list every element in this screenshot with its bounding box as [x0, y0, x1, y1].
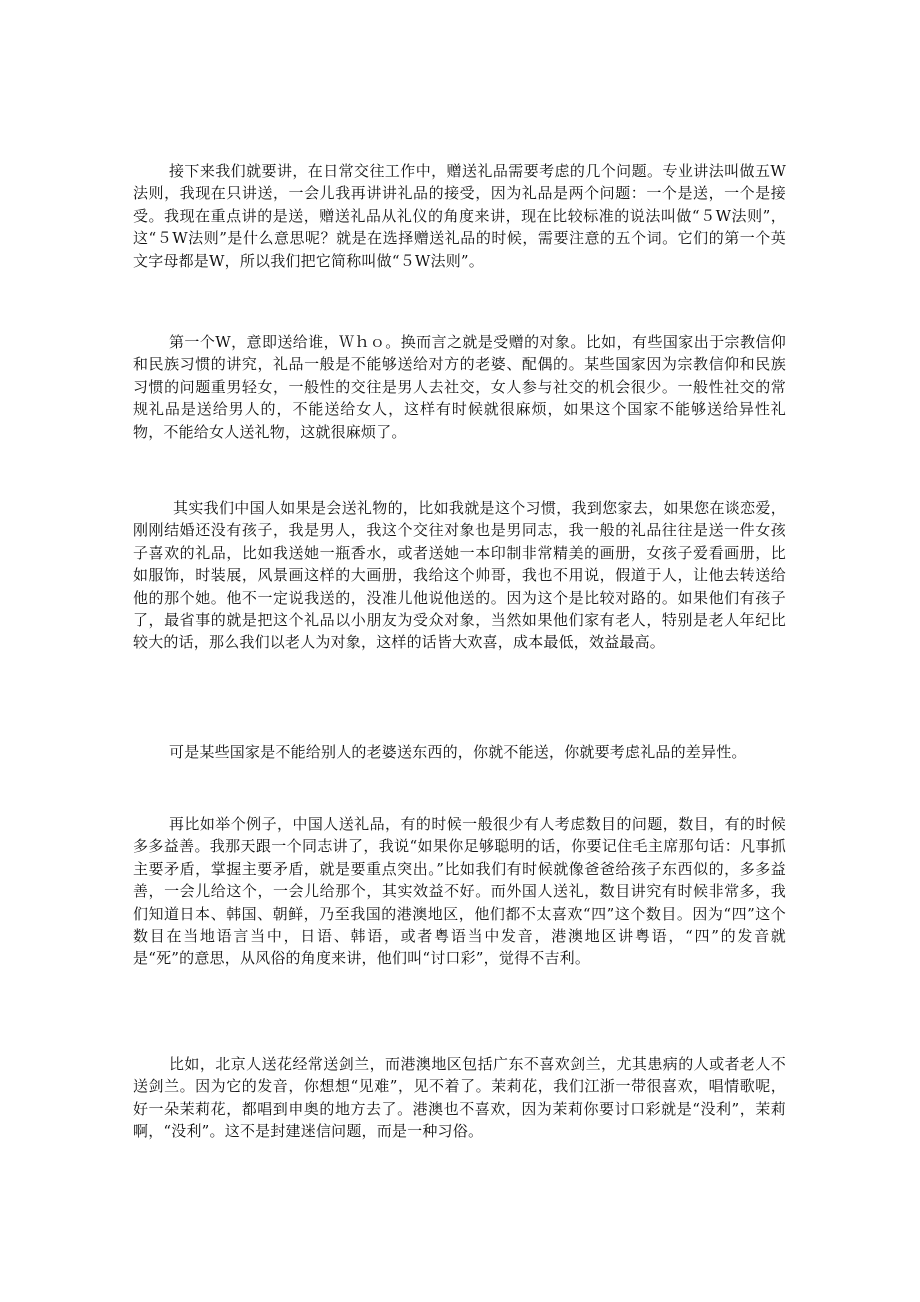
paragraph-5w-rule-intro: 接下来我们就要讲，在日常交往工作中，赠送礼品需要考虑的几个问题。专业讲法叫做五W法则，我现在只讲送，一会儿我再讲讲礼品的接受，因为礼品是两个问题：一个是送，一个是接受。我现在重点讲的是送，赠送礼品从礼仪的角度来讲，现在比较标准的说法叫做“５W法则”，这“５W法则”是什么意思呢？就是在选择赠送礼品的时候，需要注意的五个词。它们的第一个英文字母都是W，所以我们把它简称叫做“５W法则”。 [133, 162, 786, 270]
paragraph-chinese-gift-example: 其实我们中国人如果是会送礼物的，比如我就是这个习惯，我到您家去，如果您在谈恋爱，刚刚结婚还没有孩子，我是男人，我这个交往对象也是男同志，我一般的礼品往往是送一件女孩子喜欢的礼品，比如我送她一瓶香水，或者送她一本印制非常精美的画册，女孩子爱看画册，比如服饰，时装展，风景画这样的大画册，我给这个帅哥，我也不用说，假道于人，让他去转送给他的那个她。他不一定说我送的，没准儿他说他送的。因为这个是比较对路的。如果他们有孩子了，最省事的就是把这个礼品以小朋友为受众对象，当然如果他们家有老人，特别是老人年纪比较大的话，那么我们以老人为对象，这样的话皆大欢喜，成本最低，效益最高。 [133, 499, 786, 652]
paragraph-first-w-who: 第一个W，意即送给谁，Ｗｈｏ。换而言之就是受赠的对象。比如，有些国家出于宗教信仰和民族习惯的讲究，礼品一般是不能够送给对方的老婆、配偶的。某些国家因为宗教信仰和民族习惯的问题重男轻女，一般性的交往是男人去社交，女人参与社交的机会很少。一般性社交的常规礼品是送给男人的，不能送给女人，这样有时候就很麻烦，如果这个国家不能够送给异性礼物，不能给女人送礼物，这就很麻烦了。 [133, 333, 786, 441]
paragraph-gift-difference: 可是某些国家是不能给别人的老婆送东西的，你就不能送，你就要考虑礼品的差异性。 [169, 743, 747, 761]
paragraph-number-taboo: 再比如举个例子，中国人送礼品，有的时候一般很少有人考虑数目的问题，数目，有的时候多多益善。我那天跟一个同志讲了，我说“如果你足够聪明的话，你要记住毛主席那句话：凡事抓主要矛盾，掌握主要矛盾，就是要重点突出。”比如我们有时候就像爸爸给孩子东西似的，多多益善，一会儿给这个，一会儿给那个，其实效益不好。而外国人送礼，数目讲究有时候非常多，我们知道日本、韩国、朝鲜，乃至我国的港澳地区，他们都不太喜欢“四”这个数目。因为“四”这个数目在当地语言当中，日语、韩语，或者粤语当中发音，港澳地区讲粤语，“四”的发音就是“死”的意思，从风俗的角度来讲，他们叫“讨口彩”，觉得不吉利。 [133, 815, 786, 968]
paragraph-flower-taboo: 比如，北京人送花经常送剑兰，而港澳地区包括广东不喜欢剑兰，尤其患病的人或者老人不送剑兰。因为它的发音，你想想“见难”，见不着了。茉莉花，我们江浙一带很喜欢，唱情歌呢，好一朵茉莉花，都唱到申奥的地方去了。港澳也不喜欢，因为茉莉你要讨口彩就是“没利”，茉莉啊，“没利”。这不是封建迷信问题，而是一种习俗。 [133, 1055, 786, 1141]
